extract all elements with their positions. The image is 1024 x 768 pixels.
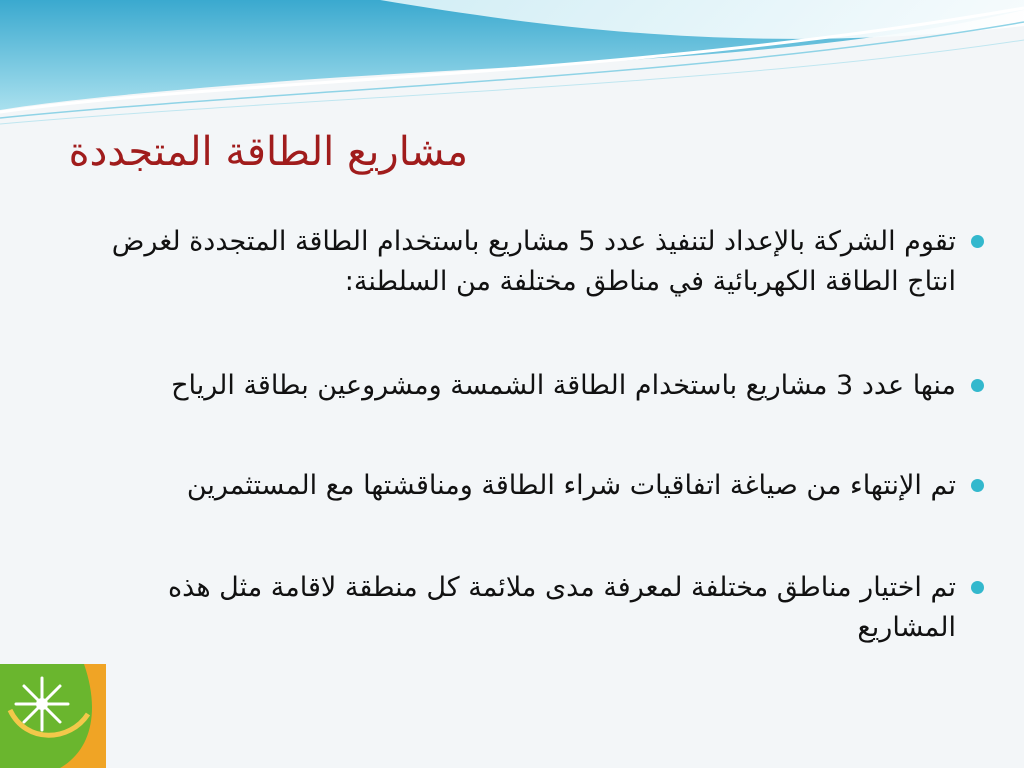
bullet-dot-icon	[971, 235, 984, 248]
bullet-dot-icon	[971, 379, 984, 392]
bullet-text: تم اختيار مناطق مختلفة لمعرفة مدى ملائمة كل منطقة لاقامة مثل هذه المشاريع	[168, 572, 956, 643]
slide-title: مشاريع الطاقة المتجددة	[68, 129, 468, 175]
bullet-text: تقوم الشركة بالإعداد لتنفيذ عدد 5 مشاريع باستخدام الطاقة المتجددة لغرض انتاج الطاقة الكهربائية في مناطق مختلفة من السلطنة:	[111, 226, 956, 297]
bullet-item	[66, 222, 956, 302]
bullet-item	[66, 366, 956, 406]
bullet-dot-icon	[971, 479, 984, 492]
bullet-text: تم الإنتهاء من صياغة اتفاقيات شراء الطاقة ومناقشتها مع المستثمرين	[186, 470, 956, 501]
bullet-item	[66, 466, 956, 506]
sunburst-logo-icon	[0, 664, 106, 768]
bullet-item	[66, 568, 956, 648]
header-wave-decoration	[0, 0, 1024, 130]
bullet-text: منها عدد 3 مشاريع باستخدام الطاقة الشمسة ومشروعين بطاقة الرياح	[171, 370, 956, 401]
bullet-list	[66, 222, 956, 648]
bullet-dot-icon	[971, 581, 984, 594]
